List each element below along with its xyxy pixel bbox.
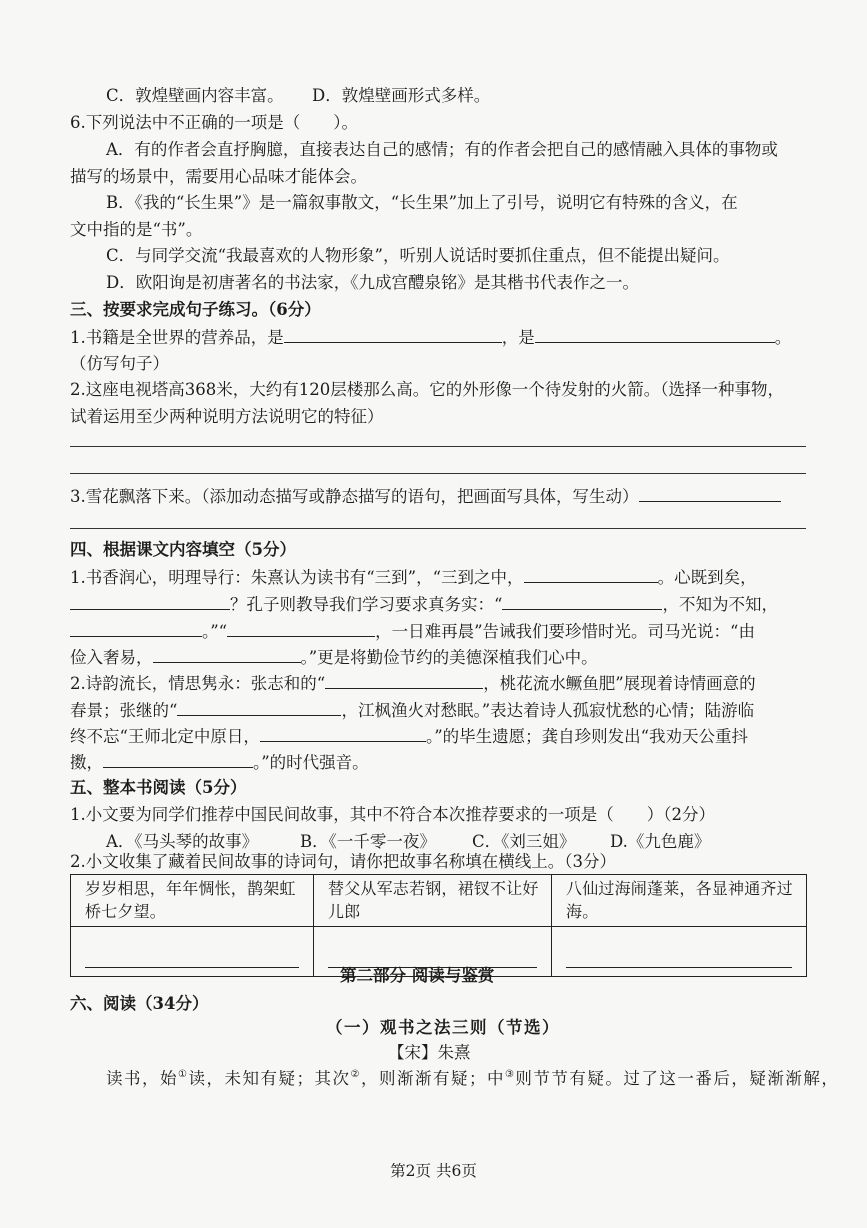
sec4-text: 俭入奢易， — [70, 648, 153, 667]
sec4-text: 春景；张继的“ — [70, 701, 178, 720]
sec4-line1 — [70, 565, 757, 590]
page-footer: 第2页 共6页 — [390, 1162, 477, 1180]
sec5-option-a: A．《马头琴的故事》 — [106, 832, 259, 851]
q6-option-c: C．与同学交流“我最喜欢的人物形象”，听别人说话时要抓住重点，但不能提出疑问。 — [106, 246, 730, 265]
sec4-text: 。”“ — [202, 622, 228, 641]
section-5-heading: 五、整本书阅读（5分） — [70, 778, 247, 797]
article-body-line1 — [106, 1067, 839, 1091]
answer-blank[interactable] — [639, 484, 781, 502]
answer-blank[interactable] — [325, 671, 483, 689]
poem-table — [70, 874, 807, 977]
poem-cell: 替父从军志若钢，裙钗不让好儿郎 — [314, 875, 552, 927]
sec4-text: 1.书香润心，明理导行：朱熹认为读书有“三到”，“三到之中， — [70, 568, 524, 587]
sec3-q1-text-b: ，是 — [501, 328, 535, 347]
sec4-line3 — [70, 619, 755, 644]
article-text: ，则渐渐有疑；中 — [360, 1069, 505, 1088]
answer-cell[interactable] — [71, 927, 314, 977]
q6-stem: 6.下列说法中不正确的一项是（ ）。 — [70, 113, 358, 132]
sec4-text: 。”更是将勤俭节约的美德深植我们心中。 — [300, 648, 598, 667]
answer-blank[interactable] — [70, 592, 230, 610]
answer-blank[interactable] — [153, 645, 301, 663]
q6-option-b-line1: B．《我的“长生果”》是一篇叙事散文，“长生果”加上了引号，说明它有特殊的含义，在 — [106, 193, 738, 212]
sec4-text: 擞， — [70, 753, 103, 772]
footnote-marker: ③ — [504, 1069, 516, 1080]
sec4-line4 — [70, 645, 598, 670]
q5-option-d: D．敦煌壁画形式多样。 — [312, 86, 491, 105]
sec3-q3 — [70, 484, 781, 509]
section-6-heading: 六、阅读（34分） — [70, 994, 209, 1013]
section-4-heading: 四、根据课文内容填空（5分） — [70, 540, 296, 559]
sec3-q2-line2: 试着运用至少两种说明方法说明它的特征） — [70, 407, 384, 426]
sec5-option-d: D.《九色鹿》 — [610, 832, 711, 851]
answer-blank[interactable] — [177, 698, 341, 716]
sec4-text: ？孔子则教导我们学习要求真务实：“ — [230, 595, 503, 614]
sec5-q1: 1.小文要为同学们推荐中国民间故事，其中不符合本次推荐要求的一项是（ ）（2分） — [70, 805, 715, 824]
article-text: 则节节有疑。过了这一番后，疑渐渐解， — [515, 1069, 840, 1088]
article-author: 【宋】朱熹 — [388, 1043, 471, 1062]
sec3-q1-note: （仿写句子） — [70, 354, 169, 373]
answer-line[interactable] — [70, 446, 806, 447]
section-3-heading: 三、按要求完成句子练习。（6分） — [70, 300, 321, 319]
sec4-text: 终不忘“王师北定中原日， — [70, 727, 260, 746]
sec4-text: ，江枫渔火对愁眠。”表达着诗人孤寂忧愁的心情；陆游临 — [341, 701, 755, 720]
sec4-line8 — [70, 750, 369, 775]
sec4-line7 — [70, 724, 748, 749]
sec5-option-b: B．《一千零一夜》 — [300, 832, 436, 851]
poem-cell: 岁岁相思，年年惆怅，鹊架虹桥七夕望。 — [71, 875, 314, 927]
answer-blank[interactable] — [260, 724, 426, 742]
sec4-text: ，桃花流水鳜鱼肥”展现着诗情画意的 — [483, 674, 756, 693]
sec3-q2-line1: 2.这座电视塔高368米，大约有120层楼那么高。它的外形像一个待发射的火箭。（选择一种事物， — [70, 380, 784, 399]
answer-cell[interactable] — [552, 927, 807, 977]
answer-line[interactable] — [70, 473, 806, 474]
sec3-q1-text-c: 。 — [774, 328, 792, 347]
q6-option-a-line1: A．有的作者会直抒胸臆，直接表达自己的感情；有的作者会把自己的感情融入具体的事物或 — [106, 140, 778, 159]
footnote-marker: ① — [178, 1069, 189, 1080]
answer-blank[interactable] — [502, 592, 662, 610]
sec4-text: 。”的毕生遗愿；龚自珍则发出“我劝天公重抖 — [425, 727, 749, 746]
article-text: 读书，始 — [106, 1069, 178, 1088]
q6-option-d: D．欧阳询是初唐著名的书法家，《九成宫醴泉铭》是其楷书代表作之一。 — [106, 273, 639, 292]
sec3-q1 — [70, 325, 791, 350]
part-2-title: 第二部分 阅读与鉴赏 — [340, 966, 495, 985]
answer-blank[interactable] — [535, 325, 775, 343]
sec4-line5 — [70, 671, 756, 696]
sec5-option-c: C．《刘三姐》 — [472, 832, 576, 851]
answer-blank[interactable] — [284, 325, 502, 343]
answer-blank[interactable] — [70, 619, 202, 637]
article-text: 读，未知有疑；其次 — [188, 1069, 351, 1088]
answer-line[interactable] — [566, 967, 792, 968]
q6-option-b-line2: 文中指的是“书”。 — [70, 220, 203, 239]
poem-cell: 八仙过海闹蓬莱，各显神通齐过海。 — [552, 875, 807, 927]
answer-blank[interactable] — [103, 750, 253, 768]
answer-line[interactable] — [70, 528, 806, 529]
sec4-text: ，不知为不知， — [662, 595, 778, 614]
article-title: （一）观书之法三则（节选） — [326, 1018, 560, 1037]
sec4-line2 — [70, 592, 778, 617]
sec4-text: 。”的时代强音。 — [253, 753, 369, 772]
answer-line[interactable] — [85, 967, 299, 968]
sec5-q2: 2.小文收集了藏着民间故事的诗词句，请你把故事名称填在横线上。（3分） — [70, 852, 616, 871]
sec4-line6 — [70, 698, 754, 723]
sec4-text: 2.诗韵流长，情思隽永：张志和的“ — [70, 674, 326, 693]
q5-option-c: C．敦煌壁画内容丰富。 — [106, 86, 284, 105]
answer-blank[interactable] — [227, 619, 375, 637]
answer-blank[interactable] — [524, 565, 658, 583]
sec4-text: ，一日难再晨”告诫我们要珍惜时光。司马光说：“由 — [375, 622, 755, 641]
sec3-q3-text: 3.雪花飘落下来。（添加动态描写或静态描写的语句，把画面写具体，写生动） — [70, 487, 639, 506]
footnote-marker: ② — [350, 1069, 361, 1080]
sec3-q1-text-a: 1.书籍是全世界的营养品，是 — [70, 328, 284, 347]
q6-option-a-line2: 描写的场景中，需要用心品味才能体会。 — [70, 167, 367, 186]
sec4-text: 。心既到矣， — [657, 568, 757, 587]
